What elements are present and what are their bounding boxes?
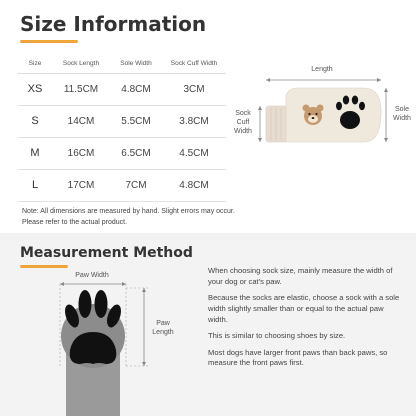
table-row [18, 137, 226, 169]
note-line-1: Note: All dimensions are measured by hand. Slight errors may occur. [22, 208, 235, 215]
section-divider [0, 233, 416, 238]
length-cell: 17CM [52, 169, 110, 201]
description-paragraph: Most dogs have larger front paws than back paws, so measure the front paws first. [208, 347, 388, 368]
description-paragraph: When choosing sock size, mainly measure the width of your dog or cat's paw. [208, 266, 393, 286]
length-cell: 11.5CM [52, 73, 110, 105]
length-cell: 14CM [52, 105, 110, 137]
size-info-title: Size Information [20, 12, 207, 36]
header-sock-length: Sock Length [52, 55, 110, 73]
sock-illustration [236, 62, 416, 162]
size-table-header-row [18, 55, 226, 73]
measurement-description [208, 266, 404, 375]
length-label: Length [311, 66, 333, 73]
size-cell: L [18, 169, 52, 201]
sole-width-label: Sole Width [393, 106, 411, 122]
table-row [18, 169, 226, 201]
size-title-underline [20, 40, 78, 43]
measurement-title-underline [20, 265, 68, 268]
length-cell: 16CM [52, 137, 110, 169]
header-size: Size [18, 55, 52, 73]
paw-width-label: Paw Width [75, 272, 109, 279]
sole-cell: 5.5CM [110, 105, 162, 137]
cuff-cell: 3CM [162, 73, 226, 105]
cuff-cell: 4.8CM [162, 169, 226, 201]
sole-cell: 7CM [110, 169, 162, 201]
paw-length-label: Paw Length [152, 320, 174, 336]
size-table [18, 55, 226, 202]
table-row [18, 73, 226, 105]
paw-illustration [40, 270, 180, 416]
note-line-2: Please refer to the actual product. [22, 219, 128, 226]
cuff-cell: 3.8CM [162, 105, 226, 137]
description-paragraph: Because the socks are elastic, choose a sock with a sole width slightly smaller than or equal to the actual paw width. [208, 293, 400, 324]
cuff-width-label: Sock Cuff Width [234, 110, 252, 135]
size-cell: XS [18, 73, 52, 105]
header-sole-width: Sole Width [110, 55, 162, 73]
table-row [18, 105, 226, 137]
size-cell: S [18, 105, 52, 137]
description-paragraph: This is similar to choosing shoes by size. [208, 331, 346, 341]
size-cell: M [18, 137, 52, 169]
header-cuff-width: Sock Cuff Width [162, 55, 226, 73]
sole-cell: 6.5CM [110, 137, 162, 169]
paw-diagram [40, 270, 180, 416]
cuff-cell: 4.5CM [162, 137, 226, 169]
sole-cell: 4.8CM [110, 73, 162, 105]
measurement-title: Measurement Method [20, 245, 193, 261]
